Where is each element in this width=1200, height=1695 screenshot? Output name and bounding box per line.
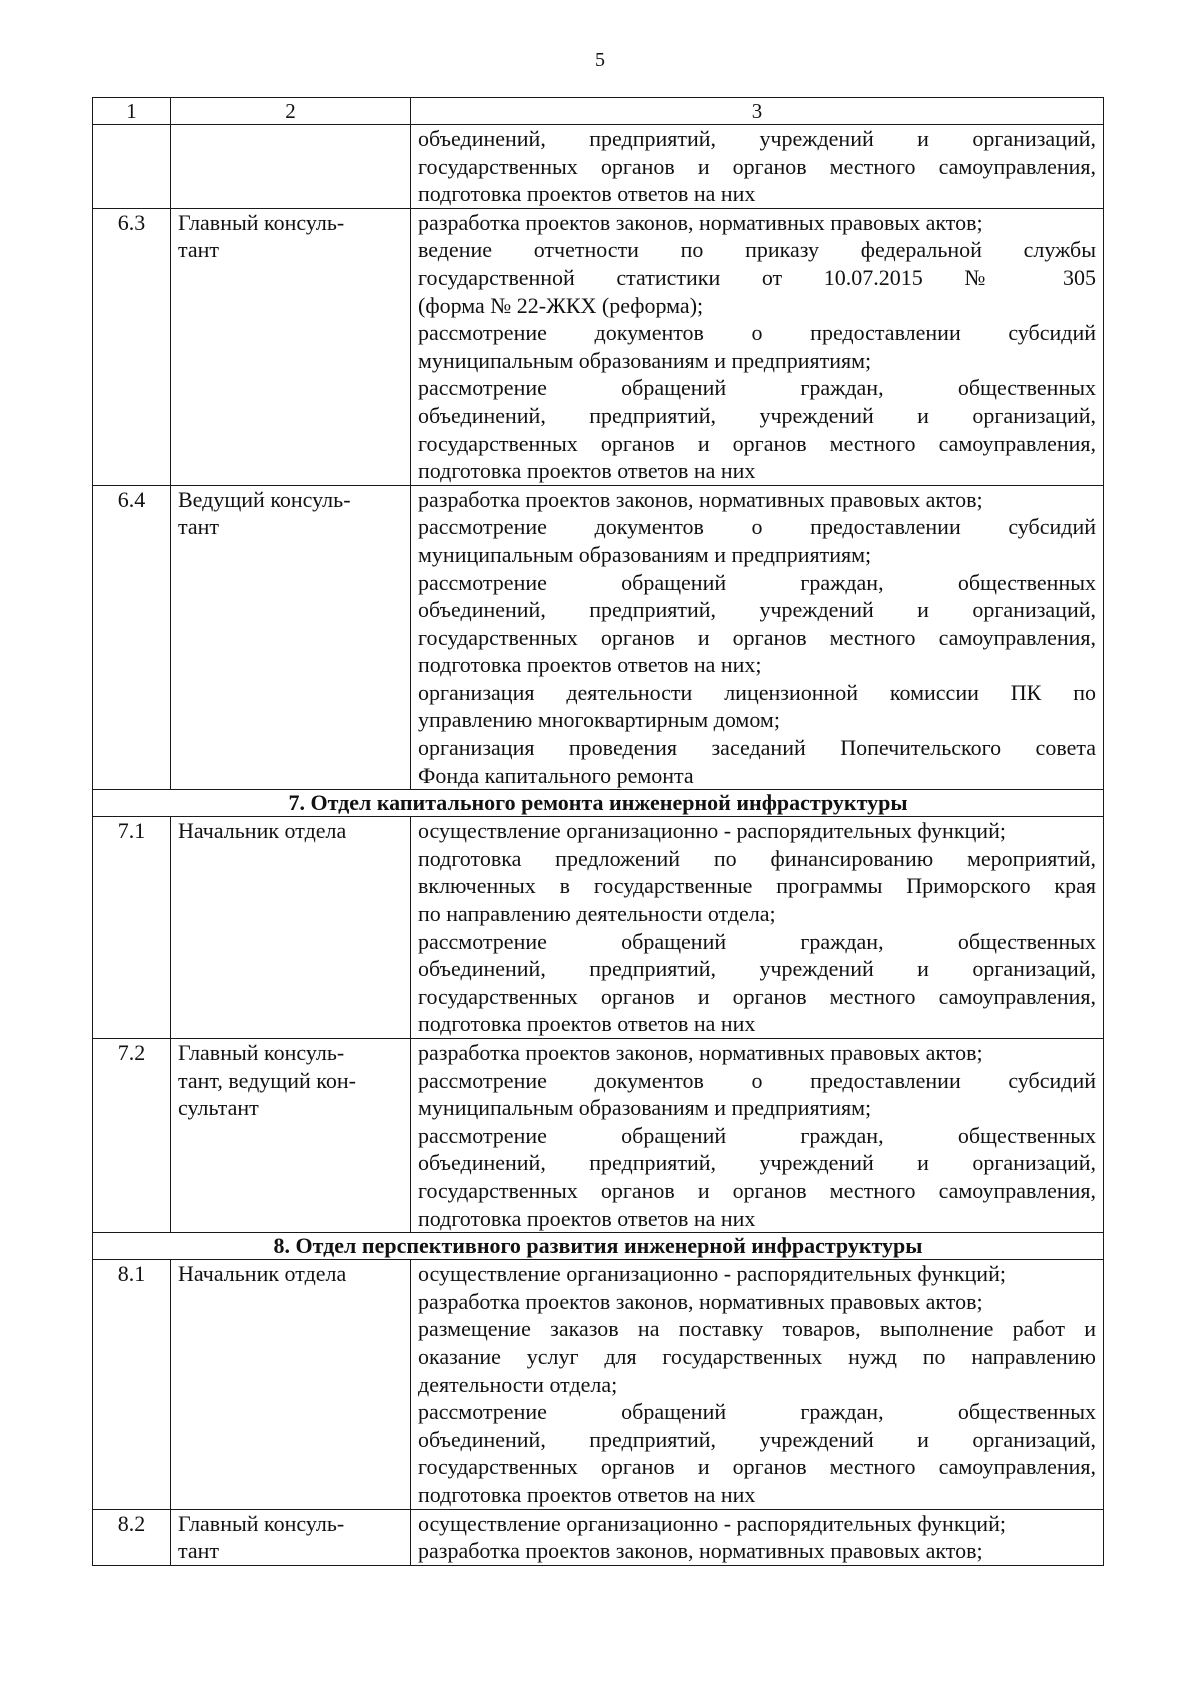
duty-line: ведение отчетности по приказу федеральной службы [418,237,1096,263]
table-row [93,1039,1104,1233]
duties-table [92,97,1104,1566]
duty-line: рассмотрение обращений граждан, общественных [418,1122,1096,1148]
duties-cell [411,125,1104,209]
duties-cell [411,208,1104,485]
item-number [93,125,171,209]
position-line: тант [178,237,220,263]
duty-line: рассмотрение обращений граждан, общественных [418,375,1096,401]
position-cell [171,817,411,1039]
header-cell-number: 1 [93,98,171,125]
duty-line: включенных в государственные программы Приморского края [418,873,1096,899]
duty-line: подготовка предложений по финансированию мероприятий, [418,845,1096,871]
duty-line: объединений, предприятий, учреждений и организаций, [418,956,1096,982]
position-line: Начальник отдела [178,818,347,844]
page-number: 5 [595,49,605,71]
item-number: 8.2 [93,1509,171,1565]
duty-line: разработка проектов законов, нормативных правовых актов; [418,486,983,512]
duty-line: оказание услуг для государственных нужд по направлению [418,1343,1096,1369]
duty-line: государственных органов и органов местного самоуправления, [418,430,1096,456]
position-line: Начальник отдела [178,1261,347,1287]
position-cell [171,125,411,209]
duty-line: управлению многоквартирным домом; [418,707,780,733]
duty-line: подготовка проектов ответов на них [418,181,756,207]
position-line: тант, ведущий кон- [178,1067,356,1093]
duty-line: рассмотрение документов о предоставлении субсидий [418,320,1096,346]
duty-line: объединений, предприятий, учреждений и организаций, [418,1426,1096,1452]
item-number: 6.4 [93,485,171,790]
table-row [93,125,1104,209]
duty-line: рассмотрение документов о предоставлении субсидий [418,514,1096,540]
item-number: 6.3 [93,208,171,485]
duty-line: муниципальным образованиям и предприятиям; [418,1095,872,1121]
item-number: 8.1 [93,1260,171,1509]
header-cell-position: 2 [171,98,411,125]
position-cell [171,485,411,790]
position-line: Ведущий консуль- [178,486,351,512]
position-cell [171,1039,411,1233]
duty-line: по направлению деятельности отдела; [418,901,776,927]
duties-cell [411,1260,1104,1509]
table-row [93,817,1104,1039]
duty-line: разработка проектов законов, нормативных правовых актов; [418,209,983,235]
duty-line: деятельности отдела; [418,1371,618,1397]
position-line: Главный консуль- [178,209,345,235]
duty-line: осуществление организационно - распорядительных функций; [418,1261,1006,1287]
table-row [93,485,1104,790]
duty-line: муниципальным образованиям и предприятиям; [418,347,872,373]
duty-line: осуществление организационно - распорядительных функций; [418,818,1006,844]
header-cell-duties: 3 [411,98,1104,125]
item-number: 7.1 [93,817,171,1039]
duty-line: государственных органов и органов местного самоуправления, [418,153,1096,179]
item-number: 7.2 [93,1039,171,1233]
duty-line: подготовка проектов ответов на них [418,458,756,484]
section-title: 7. Отдел капитального ремонта инженерной инфраструктуры [93,790,1104,817]
duties-cell [411,1509,1104,1565]
duty-line: разработка проектов законов, нормативных правовых актов; [418,1538,983,1564]
duties-cell [411,485,1104,790]
duty-line: объединений, предприятий, учреждений и организаций, [418,597,1096,623]
duty-line: государственной статистики от 10.07.2015 № 305 [418,264,1096,290]
section-header-row [93,790,1104,817]
duty-line: Фонда капитального ремонта [418,762,694,788]
position-line: Главный консуль- [178,1040,345,1065]
position-line: Главный консуль- [178,1510,345,1536]
duty-line: подготовка проектов ответов на них [418,1011,756,1037]
duty-line: государственных органов и органов местного самоуправления, [418,983,1096,1009]
duty-line: организация проведения заседаний Попечительского совета [418,735,1096,761]
duty-line: подготовка проектов ответов на них; [418,652,762,678]
position-cell [171,1509,411,1565]
duty-line: объединений, предприятий, учреждений и организаций, [418,126,1096,151]
table-row [93,208,1104,485]
position-cell [171,1260,411,1509]
table-row [93,1260,1104,1509]
table-body [93,98,1104,1566]
duties-cell [411,1039,1104,1233]
duty-line: рассмотрение документов о предоставлении субсидий [418,1067,1096,1093]
duty-line: осуществление организационно - распорядительных функций; [418,1510,1006,1536]
duty-line: рассмотрение обращений граждан, общественных [418,569,1096,595]
duty-line: объединений, предприятий, учреждений и организаций, [418,1150,1096,1176]
position-cell [171,208,411,485]
section-title: 8. Отдел перспективного развития инженерной инфраструктуры [93,1233,1104,1260]
duty-line: размещение заказов на поставку товаров, выполнение работ и [418,1316,1096,1342]
duty-line: подготовка проектов ответов на них [418,1205,756,1231]
position-line: тант [178,514,220,540]
duty-line: государственных органов и органов местного самоуправления, [418,1454,1096,1480]
section-header-row [93,1233,1104,1260]
duty-line: рассмотрение обращений граждан, общественных [418,1399,1096,1425]
position-line: тант [178,1538,220,1564]
duties-cell [411,817,1104,1039]
duty-line: разработка проектов законов, нормативных правовых актов; [418,1288,983,1314]
table-header-row [93,98,1104,125]
duty-line: подготовка проектов ответов на них [418,1481,756,1507]
table-row [93,1509,1104,1565]
duty-line: государственных органов и органов местного самоуправления, [418,1177,1096,1203]
duty-line: муниципальным образованиям и предприятиям; [418,541,872,567]
duty-line: объединений, предприятий, учреждений и организаций, [418,402,1096,428]
duty-line: разработка проектов законов, нормативных правовых актов; [418,1040,983,1065]
position-line: сультант [178,1095,259,1121]
duty-line: рассмотрение обращений граждан, общественных [418,928,1096,954]
duty-line: государственных органов и органов местного самоуправления, [418,624,1096,650]
duty-line: (форма № 22-ЖКХ (реформа); [418,292,704,318]
duty-line: организация деятельности лицензионной комиссии ПК по [418,679,1096,705]
